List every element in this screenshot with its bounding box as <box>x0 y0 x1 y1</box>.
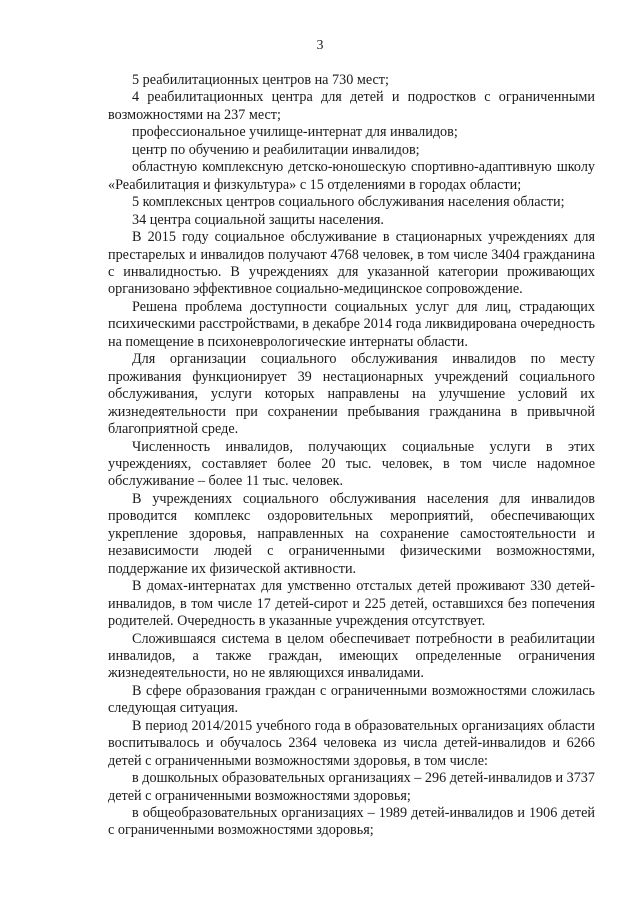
paragraph: В 2015 году социальное обслуживание в стационарных учреждениях для престарелых и инвалидов получают 4768 человек, в том числе 3404 гражданина с инвалидностью. В учреждениях для указанной категории проживающих организовано эффективное социально-медицинское сопровождение. <box>108 229 595 298</box>
paragraph: центр по обучению и реабилитации инвалидов; <box>132 141 420 158</box>
paragraph: В сфере образования граждан с ограниченными возможностями сложилась следующая ситуация. <box>108 682 595 717</box>
paragraph: Численность инвалидов, получающих социальные услуги в этих учреждениях, составляет более 20 тыс. человек, в том числе надомное обслуживание – более 11 тыс. человек. <box>108 438 595 490</box>
page-number: 3 <box>316 38 324 53</box>
paragraph: профессиональное училище-интернат для инвалидов; <box>132 124 458 141</box>
paragraph: 5 комплексных центров социального обслуживания населения области; <box>132 194 565 211</box>
paragraph: 5 реабилитационных центров на 730 мест; <box>132 72 389 88</box>
paragraph: в дошкольных образовательных организациях – 296 детей-инвалидов и 3737 детей с ограниченными возможностями здоровья; <box>108 770 595 804</box>
paragraph: В период 2014/2015 учебного года в образовательных организациях области воспитывалось и обучалось 2364 человека из числа детей-инвалидов и 6266 детей с ограниченными возможностями здоровья, в том числе: <box>108 717 595 769</box>
paragraph: В домах-интернатах для умственно отсталых детей проживают 330 детей-инвалидов, в том числе 17 детей-сирот и 225 детей, оставшихся без попечения родителей. Очередность в указанные учреждения отсутствует. <box>108 578 595 630</box>
paragraph: В учреждениях социального обслуживания населения для инвалидов проводится комплекс оздоровительных мероприятий, обеспечивающих укрепление здоровья, направленных на сохранение самостоятельности и независимости людей с ограниченными физическими возможностями, поддержание их физической активности. <box>108 490 595 577</box>
paragraph: Решена проблема доступности социальных услуг для лиц, страдающих психическими расстройствами, в декабре 2014 года ликвидирована очередность на помещение в психоневрологические интернаты области. <box>108 298 595 350</box>
document-body <box>108 72 595 840</box>
paragraph: областную комплексную детско-юношескую спортивно-адаптивную школу «Реабилитация и физкультура» с 15 отделениями в городах области; <box>108 159 595 193</box>
paragraph: Сложившаяся система в целом обеспечивает потребности в реабилитации инвалидов, а также граждан, имеющих определенные ограничения жизнедеятельности, но не являющихся инвалидами. <box>108 630 595 682</box>
paragraph: в общеобразовательных организациях – 1989 детей-инвалидов и 1906 детей с ограниченными возможностями здоровья; <box>108 805 595 839</box>
paragraph: 4 реабилитационных центра для детей и подростков с ограниченными возможностями на 237 мест; <box>108 89 595 123</box>
paragraph: Для организации социального обслуживания инвалидов по месту проживания функционирует 39 нестационарных учреждений социального обслуживания, услуги которых направлены на улучшение условий их жизнедеятельности при сохранении пребывания гражданина в привычной благоприятной среде. <box>108 351 595 438</box>
paragraph: 34 центра социальной защиты населения. <box>132 211 384 228</box>
